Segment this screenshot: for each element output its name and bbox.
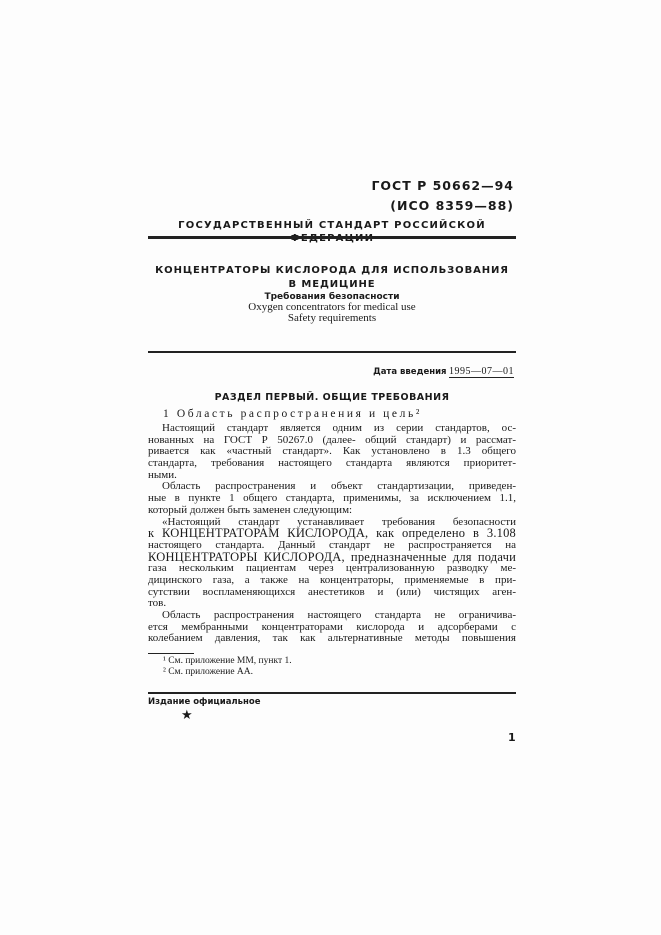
body-line: Настоящий стандарт является одним из серии стандартов, ос- <box>162 422 516 434</box>
body-line: колебанием давления, так как альтернативные методы повышения <box>148 632 516 645</box>
subtitle-ru: Требования безопасности <box>264 292 400 302</box>
state-standard-heading: ГОСУДАРСТВЕННЫЙ СТАНДАРТ РОССИЙСКОЙ <box>178 220 486 231</box>
iso-number: (ИСО 8359—88) <box>390 198 514 213</box>
title-rule <box>148 351 516 353</box>
body-line: КОНЦЕНТРАТОРЫ КИСЛОРОДА, предназначенные для подачи <box>148 549 516 564</box>
body-line: настоящего стандарта. Данный стандарт не распространяется на <box>148 538 516 551</box>
date-label: Дата введения <box>373 367 447 377</box>
title-en: Oxygen concentrators for medical use <box>248 301 416 313</box>
body-line: к КОНЦЕНТРАТОРАМ КИСЛОРОДА, как определено в 3.108 <box>148 526 516 541</box>
body-text <box>148 423 516 645</box>
star-icon: ★ <box>181 707 193 722</box>
footnote-2: ² См. приложение АА. <box>163 667 254 677</box>
body-line: нованных на ГОСТ Р 50267.0 (далее- общий стандарт) и рассмат- <box>148 433 516 446</box>
body-line: Область распространения и объект стандартизации, приведен- <box>162 480 516 493</box>
official-edition: Издание официальное <box>148 697 261 707</box>
body-line: газа нескольким пациентам через централизованную разводку ме- <box>148 562 516 575</box>
body-line: тов. <box>148 597 167 610</box>
introduction-date <box>300 365 514 379</box>
footnote-1: ¹ См. приложение ММ, пункт 1. <box>163 656 292 666</box>
clause-heading: 1 Область распространения и цель² <box>163 408 422 420</box>
title-line-1: КОНЦЕНТРАТОРЫ КИСЛОРОДА ДЛЯ ИСПОЛЬЗОВАНИЯ <box>155 265 509 276</box>
body-line: «Настоящий стандарт устанавливает требования безопасности <box>162 515 516 528</box>
body-line: ными. <box>148 468 177 481</box>
body-line: дицинского газа, а также на концентраторы, применяемые в при- <box>148 573 516 586</box>
header-rule <box>148 236 516 239</box>
gost-number: ГОСТ Р 50662—94 <box>371 178 514 193</box>
subtitle-en: Safety requirements <box>287 312 377 324</box>
body-line: ривается как «частный стандарт». Как установлено в 1.3 общего <box>148 445 516 458</box>
page-number: 1 <box>508 731 516 744</box>
body-line: сутствии воспламеняющихся анестетиков и (или) чистящих аген- <box>148 585 516 598</box>
body-line: Область распространения настоящего стандарта не ограничива- <box>162 609 516 621</box>
body-line: стандарта, требования настоящего стандарта являются приоритет- <box>148 457 516 470</box>
body-line: ется мембранными концентраторами кислорода и адсорберами с <box>148 620 516 633</box>
footer-rule <box>148 692 516 694</box>
body-line: который должен быть заменен следующим: <box>148 503 353 516</box>
section-heading: РАЗДЕЛ ПЕРВЫЙ. ОБЩИЕ ТРЕБОВАНИЯ <box>214 392 450 403</box>
footnote-rule <box>148 653 194 654</box>
title-line-2: В МЕДИЦИНЕ <box>288 279 376 290</box>
date-value: 1995—07—01 <box>449 366 514 377</box>
body-line: ные в пункте 1 общего стандарта, применимы, за исключением 1.1, <box>148 492 516 505</box>
